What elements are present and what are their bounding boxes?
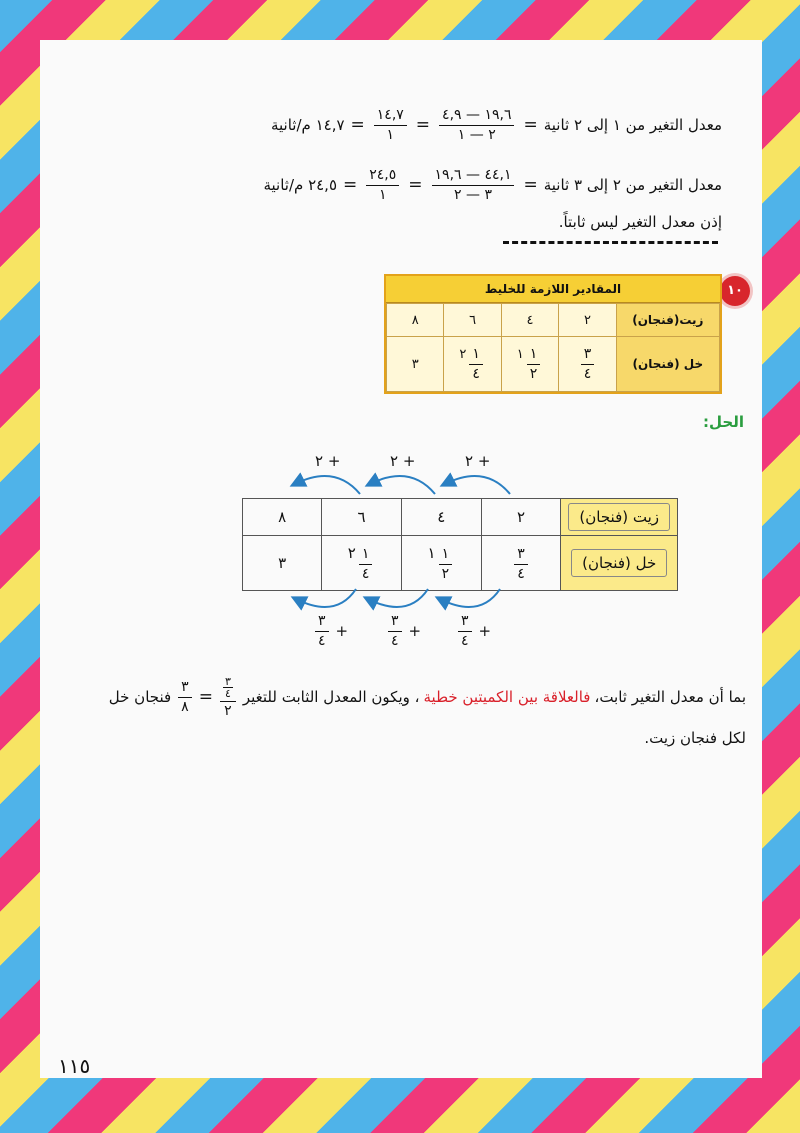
denominator: ٢ [441, 566, 450, 582]
numerator: ٣ [514, 547, 528, 565]
numerator: ١ [527, 347, 541, 365]
fraction [315, 614, 329, 648]
table-cell: ٣ [243, 536, 322, 591]
table-cell: ٦ [444, 304, 501, 337]
whole-part: ١ [516, 346, 524, 362]
paragraph-line-2: لكل فنجان زيت. [644, 728, 746, 747]
table-cell: ٤ [501, 304, 558, 337]
equals-sign: = [350, 115, 365, 136]
inner-numerator: ٣ [224, 675, 231, 688]
denominator: ٤ [391, 632, 399, 649]
fraction [581, 347, 595, 381]
paragraph-line-1 [56, 676, 746, 719]
denominator: ٢ [224, 703, 232, 719]
dashed-divider [503, 241, 718, 244]
denominator: ٤ [461, 632, 469, 649]
numerator: ٣ [581, 347, 595, 365]
table-cell [322, 536, 402, 591]
equals-sign: = [415, 115, 431, 136]
whole-part: ١ [427, 544, 436, 563]
fraction [514, 547, 528, 581]
arrow-curve [370, 476, 435, 494]
row-label-text: خل (فنجان) [571, 549, 667, 577]
table-cell: ٦ [322, 499, 402, 536]
denominator: ٢ — ١ [457, 126, 496, 143]
bottom-arrow-label [455, 614, 491, 648]
fraction [432, 168, 515, 202]
rate-line-2-result: ٢٤,٥ م/ثانية [263, 176, 338, 195]
denominator: ٨ [181, 698, 189, 715]
paragraph-text: فنجان خل [108, 688, 172, 707]
rate-line-2-prefix: معدل التغير من ٢ إلى ٣ ثانية [543, 176, 722, 195]
numerator: ٣ [315, 614, 329, 632]
page-number: ١١٥ [58, 1054, 91, 1078]
numerator: ١٩,٦ — ٤,٩ [439, 108, 514, 126]
table-cell [444, 337, 501, 392]
plus-sign: + [408, 622, 422, 641]
row-label-text: زيت (فنجان) [568, 503, 670, 531]
vinegar-row-label: خل (فنجان) [616, 337, 719, 392]
fraction [527, 347, 541, 381]
table-cell: ٢ [481, 499, 561, 536]
table-cell [559, 337, 616, 392]
equals-sign: = [408, 175, 423, 196]
whole-part: ٢ [347, 544, 356, 563]
fraction [439, 108, 514, 142]
denominator: ٤ [583, 365, 592, 382]
table-cell: ٨ [243, 499, 322, 536]
numerator: ١٤,٧ [374, 108, 407, 126]
denominator: ١ [386, 126, 395, 143]
rate-line-1 [271, 108, 722, 142]
equals-sign: = [523, 175, 538, 196]
fraction [388, 614, 402, 648]
numerator: ٢٤,٥ [366, 168, 399, 186]
table-cell: ٤ [401, 499, 481, 536]
top-arrow-label: ٢ + [315, 452, 341, 470]
table-cell: ٢ [559, 304, 616, 337]
fraction [458, 614, 472, 648]
numerator [220, 676, 236, 702]
arrow-curve [368, 589, 428, 607]
solution-table [242, 498, 678, 591]
fraction [374, 108, 407, 142]
ingredients-table-title: المقادير اللازمة للخليط [386, 276, 720, 303]
denominator: ٣ — ٢ [454, 186, 492, 203]
equals-sign: = [198, 687, 213, 708]
table-cell [401, 536, 481, 591]
numerator: ١ [439, 547, 453, 565]
arrow-curve [296, 589, 356, 607]
denominator: ٤ [472, 365, 480, 382]
rate-line-1-result: ١٤,٧ م/ثانية [270, 116, 345, 135]
numerator: ١ [359, 547, 373, 565]
inner-denominator: ٤ [224, 687, 231, 700]
fraction [439, 547, 453, 581]
oil-row-label: زيت(فنجان) [616, 304, 719, 337]
fraction [469, 347, 483, 381]
conclusion-text: إذن معدل التغير ليس ثابتاً. [558, 213, 722, 231]
fraction [366, 168, 399, 202]
highlighted-text: فالعلاقة بين الكميتين خطية [423, 688, 591, 707]
ingredients-table [384, 274, 722, 394]
paragraph-text: بما أن معدل التغير ثابت، [594, 688, 746, 707]
top-arrow-label: ٢ + [390, 452, 416, 470]
denominator: ٢ [529, 365, 538, 382]
denominator: ٤ [517, 566, 525, 582]
arrow-curve [445, 476, 510, 494]
fraction [359, 547, 373, 581]
solution-label: الحل: [703, 413, 744, 431]
numerator: ٣ [458, 614, 472, 632]
fraction [178, 680, 192, 714]
table-cell [501, 337, 558, 392]
exercise-number-badge: ١٠ [720, 276, 750, 306]
vinegar-row-label [561, 536, 678, 591]
conclusion-paragraph [56, 676, 746, 757]
rate-line-2 [263, 168, 722, 202]
plus-sign: + [335, 622, 349, 641]
whole-part: ٢ [459, 346, 467, 362]
numerator: ٤٤,١ — ١٩,٦ [432, 168, 515, 186]
oil-row-label [561, 499, 678, 536]
arrow-curve [440, 589, 500, 607]
numerator: ٣ [388, 614, 402, 632]
rate-line-1-prefix: معدل التغير من ١ إلى ٢ ثانية [543, 116, 722, 135]
table-cell: ٣ [387, 337, 444, 392]
bottom-arrow-label [312, 614, 348, 648]
equals-sign: = [523, 115, 538, 136]
denominator: ١ [379, 186, 387, 203]
arrow-curve [295, 476, 360, 494]
numerator: ١ [469, 347, 483, 365]
numerator: ٣ [178, 680, 192, 698]
bottom-arrow-label [385, 614, 421, 648]
denominator: ٤ [361, 566, 370, 582]
table-cell: ٨ [387, 304, 444, 337]
top-arrow-label: ٢ + [465, 452, 491, 470]
plus-sign: + [478, 622, 492, 641]
complex-fraction [220, 676, 236, 719]
equals-sign: = [343, 175, 358, 196]
table-cell [481, 536, 561, 591]
page [40, 40, 762, 1078]
denominator: ٤ [318, 632, 326, 649]
paragraph-text: ، ويكون المعدل الثابت للتغير [242, 688, 420, 707]
